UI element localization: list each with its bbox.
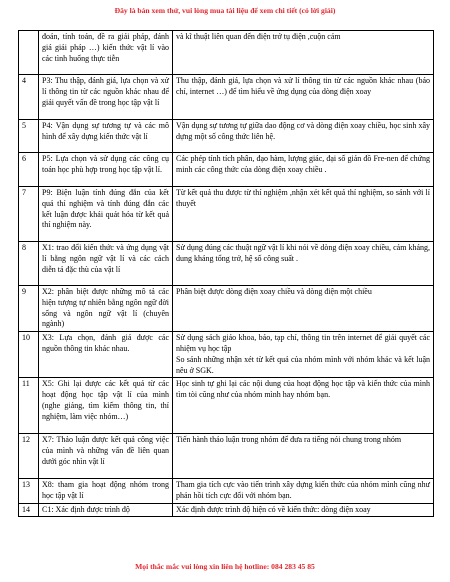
- table-row: [19, 503, 434, 516]
- table-row: [19, 479, 434, 504]
- row-number-text: 14: [22, 504, 30, 514]
- row-number: 11: [19, 378, 39, 434]
- competency-cell: P4: Vận dụng sự tương tự và các mô hình để xây dựng kiến thức vật lí: [39, 120, 173, 153]
- competency-cell: đoán, tính toán, đề ra giải pháp, đánh giá giải pháp …) kiến thức vật lí vào các tình huống thực tiễn: [39, 31, 173, 75]
- row-number: 10: [19, 332, 39, 378]
- description-cell: Từ kết quả thu được từ thí nghiệm ,nhận xét kết quả thí nghiệm, so sánh với lí thuyết: [173, 187, 434, 242]
- competency-cell: X8: tham gia hoạt động nhóm trong học tập vật lí: [39, 479, 173, 504]
- description-cell: Các phép tính tích phân, đạo hàm, lượng giác, đại số giản đồ Fre-nen để chứng minh các công thức của dòng điện xoay chiều .: [173, 153, 434, 187]
- description-cell: [173, 503, 434, 516]
- description-cell: Thu thập, đánh giá, lựa chọn và xử lí thông tin từ các nguồn khác nhau (báo chí, internet …) để tìm hiểu về ứng dụng của dòng điện xoay: [173, 75, 434, 120]
- description-cell: Học sinh tự ghi lại các nội dung của hoạt động học tập và kiến thức của mình tìm tòi cũng như của nhóm mình hay nhóm bạn.: [173, 378, 434, 434]
- table-row: [19, 187, 434, 242]
- competency-table: [18, 30, 434, 517]
- row-number: [19, 503, 39, 516]
- description-cell: Tiến hành thảo luận trong nhóm để đưa ra tiếng nói chung trong nhóm: [173, 434, 434, 479]
- competency-cell: X5: Ghi lại được các kết quả từ các hoạt động học tập vật lí của mình (nghe giảng, tìm kiếm thông tin, thí nghiệm, làm việc nhóm…): [39, 378, 173, 434]
- competency-text: C1: Xác định được trình độ: [42, 504, 130, 514]
- row-number: 4: [19, 75, 39, 120]
- table-row: [19, 434, 434, 479]
- competency-cell: P5: Lựa chọn và sử dụng các công cụ toán học phù hợp trong học tập vật lí.: [39, 153, 173, 187]
- table-row: [19, 286, 434, 332]
- competency-cell: X2: phân biệt được những mô tả các hiện tượng tự nhiên bằng ngôn ngữ đời sống và ngôn ngữ vật lí (chuyên ngành): [39, 286, 173, 332]
- row-number: 5: [19, 120, 39, 153]
- description-cell: Tham gia tích cực vào tiến trình xây dựng kiến thức của nhóm mình cũng như phản hồi tích cực đối với nhóm bạn.: [173, 479, 434, 504]
- description-cell: Phân biệt được dòng điện xoay chiều và dòng điện một chiều: [173, 286, 434, 332]
- competency-cell: P9: Biện luận tính đúng đắn của kết quả thí nghiệm và tính đúng đắn các kết luận được khái quát hóa từ kết quả thí nghiệm này.: [39, 187, 173, 242]
- competency-cell: X3: Lựa chọn, đánh giá được các nguồn thông tin khác nhau.: [39, 332, 173, 378]
- row-number: 13: [19, 479, 39, 504]
- table-row: [19, 242, 434, 286]
- description-text: Xác định được trình độ hiện có về kiến thức: dòng điện xoay: [176, 504, 371, 514]
- preview-banner: Đây là bản xem thử, vui lòng mua tài liệu để xem chi tiết (có lời giải): [114, 6, 336, 15]
- row-number: 6: [19, 153, 39, 187]
- competency-cell: X1: trao đổi kiến thức và ứng dụng vật lí bằng ngôn ngữ vật lí và các cách diễn tả đặc thù của vật lí: [39, 242, 173, 286]
- row-number: [19, 31, 39, 75]
- row-number: 12: [19, 434, 39, 479]
- competency-cell: [39, 503, 173, 516]
- table-row: [19, 31, 434, 75]
- description-cell: Vận dụng sự tương tự giữa dao động cơ và dòng điện xoay chiều, học sinh xây dựng một số công thức liên hệ.: [173, 120, 434, 153]
- row-number: 8: [19, 242, 39, 286]
- hotline-banner: Mọi thắc mắc vui lòng xin liên hệ hotline: 084 283 45 85: [135, 562, 315, 571]
- row-number: 9: [19, 286, 39, 332]
- description-cell: Sử dụng đúng các thuật ngữ vật lí khi nói về dòng điện xoay chiều, cảm kháng, dung kháng tổng trở, hệ số công suất .: [173, 242, 434, 286]
- row-number: 7: [19, 187, 39, 242]
- table-row: [19, 153, 434, 187]
- competency-cell: P3: Thu thập, đánh giá, lựa chọn và xử lí thông tin từ các nguồn khác nhau để giải quyết vấn đề trong học tập vật lí: [39, 75, 173, 120]
- table-row: [19, 378, 434, 434]
- table-row: [19, 75, 434, 120]
- description-cell: Sử dụng sách giáo khoa, báo, tạp chí, thông tin trên internet để giải quyết các nhiệm vụ học tập So sánh những nhận xét từ kết quả của nhóm mình với nhóm khác và kết luận nêu ở SGK.: [173, 332, 434, 378]
- competency-cell: X7: Thảo luận được kết quả công việc của mình và những vấn đề liên quan dưới góc nhìn vật lí: [39, 434, 173, 479]
- table-row: [19, 332, 434, 378]
- description-cell: và kĩ thuật liên quan đến điện trở tụ điện ,cuộn cảm: [173, 31, 434, 75]
- table-row: [19, 120, 434, 153]
